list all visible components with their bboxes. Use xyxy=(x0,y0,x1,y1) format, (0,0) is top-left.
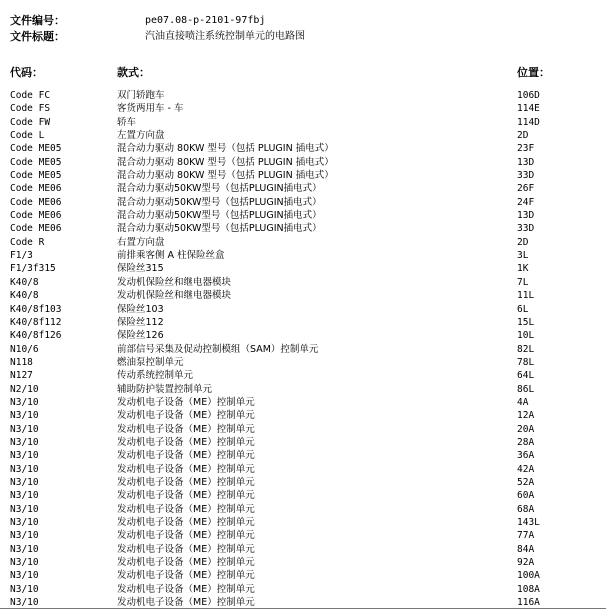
row-model: 混合动力驱动 80KW 型号（包括 PLUGIN 插电式） xyxy=(117,170,334,182)
row-position: 143L xyxy=(517,517,540,528)
row-position: 11L xyxy=(517,290,535,302)
row-code: N3/10 xyxy=(10,557,39,569)
row-model: 保险丝112 xyxy=(117,316,164,328)
bottom-divider xyxy=(0,608,606,609)
table-row xyxy=(0,249,606,262)
row-model: 保险丝103 xyxy=(117,303,164,315)
row-code: N3/10 xyxy=(10,436,39,448)
row-code: N3/10 xyxy=(10,490,39,502)
row-code: N3/10 xyxy=(10,476,39,488)
row-code: Code FC xyxy=(10,90,51,101)
row-position: 13D xyxy=(517,156,535,168)
row-model: 发动机电子设备（ME）控制单元 xyxy=(117,436,255,448)
doc-number-label: 文件编号： xyxy=(10,14,65,27)
row-position: 15L xyxy=(517,316,535,328)
row-code: N3/10 xyxy=(10,517,39,528)
row-position: 28A xyxy=(517,436,535,448)
row-position: 1K xyxy=(517,263,529,275)
row-code: N3/10 xyxy=(10,396,39,408)
table-row xyxy=(0,356,606,369)
row-position: 6L xyxy=(517,303,529,315)
row-code: N3/10 xyxy=(10,570,39,582)
table-row xyxy=(0,169,606,182)
table-row xyxy=(0,129,606,142)
row-code: Code ME06 xyxy=(10,183,62,195)
table-row xyxy=(0,436,606,449)
table-row xyxy=(0,116,606,129)
column-header-position: 位置： xyxy=(517,66,550,79)
table-row xyxy=(0,142,606,155)
row-code: Code FS xyxy=(10,103,51,115)
row-model: 轿车 xyxy=(117,116,137,128)
table-row xyxy=(0,449,606,462)
row-model: 左置方向盘 xyxy=(117,130,165,142)
row-code: Code FW xyxy=(10,116,51,128)
column-header-model: 款式： xyxy=(117,66,150,79)
row-position: 114E xyxy=(517,103,540,115)
row-position: 92A xyxy=(517,557,535,569)
table-row xyxy=(0,556,606,569)
row-code: F1/3 xyxy=(10,250,33,262)
row-model: 燃油泵控制单元 xyxy=(117,356,184,368)
row-code: K40/8f126 xyxy=(10,330,62,342)
row-position: 23F xyxy=(517,143,535,155)
table-row xyxy=(0,383,606,396)
row-position: 68A xyxy=(517,503,535,515)
row-position: 12A xyxy=(517,410,535,422)
row-position: 20A xyxy=(517,423,535,435)
row-code: N3/10 xyxy=(10,423,39,435)
row-position: 84A xyxy=(517,543,535,555)
row-position: 108A xyxy=(517,583,540,595)
table-row xyxy=(0,222,606,235)
table-row xyxy=(0,209,606,222)
row-model: 发动机电子设备（ME）控制单元 xyxy=(117,463,255,475)
row-model: 辅助防护装置控制单元 xyxy=(117,383,213,395)
table-row xyxy=(0,476,606,489)
row-code: K40/8f103 xyxy=(10,303,62,315)
table-row xyxy=(0,156,606,169)
row-position: 10L xyxy=(517,330,535,342)
row-code: K40/8 xyxy=(10,276,39,288)
row-position: 3L xyxy=(517,250,529,262)
row-model: 发动机电子设备（ME）控制单元 xyxy=(117,530,255,542)
row-position: 4A xyxy=(517,396,529,408)
row-model: 发动机电子设备（ME）控制单元 xyxy=(117,476,255,488)
row-model: 发动机电子设备（ME）控制单元 xyxy=(117,570,255,582)
row-model: 发动机电子设备（ME）控制单元 xyxy=(117,557,255,569)
doc-title-label: 文件标题： xyxy=(10,30,65,43)
table-row xyxy=(0,463,606,476)
table-row xyxy=(0,543,606,556)
row-model: 发动机电子设备（ME）控制单元 xyxy=(117,450,255,462)
row-model: 传动系统控制单元 xyxy=(117,370,194,382)
table-row xyxy=(0,276,606,289)
row-model: 发动机电子设备（ME）控制单元 xyxy=(117,517,255,528)
table-row xyxy=(0,489,606,502)
table-row xyxy=(0,529,606,542)
table-row xyxy=(0,236,606,249)
row-code: N3/10 xyxy=(10,503,39,515)
row-code: N127 xyxy=(10,370,33,382)
doc-number-value: pe07.08-p-2101-97fbj xyxy=(145,15,266,26)
table-row xyxy=(0,89,606,102)
row-position: 7L xyxy=(517,276,529,288)
row-model: 混合动力驱动50KW型号（包括PLUGIN插电式） xyxy=(117,183,322,195)
row-code: N3/10 xyxy=(10,410,39,422)
row-code: Code ME06 xyxy=(10,196,62,208)
row-code: Code ME05 xyxy=(10,156,62,168)
row-model: 发动机电子设备（ME）控制单元 xyxy=(117,396,255,408)
table-row xyxy=(0,182,606,195)
row-code: Code R xyxy=(10,236,45,248)
table-row xyxy=(0,196,606,209)
table-row xyxy=(0,569,606,582)
row-model: 前部信号采集及促动控制模组（SAM）控制单元 xyxy=(117,343,319,355)
row-position: 77A xyxy=(517,530,535,542)
row-position: 106D xyxy=(517,90,540,101)
table-row xyxy=(0,262,606,275)
row-model: 右置方向盘 xyxy=(117,236,165,248)
row-code: Code ME05 xyxy=(10,143,62,155)
row-code: Code ME05 xyxy=(10,170,62,182)
row-position: 24F xyxy=(517,196,535,208)
row-model: 发动机保险丝和继电器模块 xyxy=(117,290,232,302)
row-model: 保险丝126 xyxy=(117,330,164,342)
row-code: K40/8f112 xyxy=(10,316,62,328)
row-model: 发动机电子设备（ME）控制单元 xyxy=(117,583,255,595)
column-header-code: 代码： xyxy=(10,66,43,79)
row-code: N3/10 xyxy=(10,597,39,609)
row-code: N2/10 xyxy=(10,383,39,395)
row-position: 86L xyxy=(517,383,535,395)
row-code: N3/10 xyxy=(10,530,39,542)
row-position: 42A xyxy=(517,463,535,475)
row-model: 混合动力驱动 80KW 型号（包括 PLUGIN 插电式） xyxy=(117,143,334,155)
table-row xyxy=(0,289,606,302)
row-model: 前排乘客侧 A 柱保险丝盒 xyxy=(117,250,225,262)
row-model: 混合动力驱动50KW型号（包括PLUGIN插电式） xyxy=(117,196,322,208)
row-model: 发动机电子设备（ME）控制单元 xyxy=(117,597,255,609)
table-row xyxy=(0,409,606,422)
row-position: 64L xyxy=(517,370,535,382)
row-position: 36A xyxy=(517,450,535,462)
row-model: 混合动力驱动50KW型号（包括PLUGIN插电式） xyxy=(117,223,322,235)
row-code: N10/6 xyxy=(10,343,39,355)
row-model: 客货两用车 - 车 xyxy=(117,103,184,115)
row-model: 混合动力驱动50KW型号（包括PLUGIN插电式） xyxy=(117,210,322,222)
doc-title-value: 汽油直接喷注系统控制单元的电路图 xyxy=(145,31,305,42)
table-row xyxy=(0,503,606,516)
table-row xyxy=(0,583,606,596)
table-row xyxy=(0,396,606,409)
row-model: 发动机电子设备（ME）控制单元 xyxy=(117,423,255,435)
row-position: 82L xyxy=(517,343,535,355)
row-position: 78L xyxy=(517,356,535,368)
row-position: 100A xyxy=(517,570,540,582)
row-code: N3/10 xyxy=(10,583,39,595)
row-model: 发动机保险丝和继电器模块 xyxy=(117,276,232,288)
row-model: 发动机电子设备（ME）控制单元 xyxy=(117,503,255,515)
table-row xyxy=(0,303,606,316)
row-code: N3/10 xyxy=(10,450,39,462)
table-row xyxy=(0,369,606,382)
row-position: 52A xyxy=(517,476,535,488)
row-code: Code ME06 xyxy=(10,223,62,235)
row-code: N3/10 xyxy=(10,543,39,555)
row-code: N118 xyxy=(10,356,33,368)
table-row xyxy=(0,423,606,436)
row-code: N3/10 xyxy=(10,463,39,475)
row-position: 60A xyxy=(517,490,535,502)
row-code: Code L xyxy=(10,130,45,142)
row-code: Code ME06 xyxy=(10,210,62,222)
table-row xyxy=(0,316,606,329)
row-model: 发动机电子设备（ME）控制单元 xyxy=(117,543,255,555)
table-row xyxy=(0,329,606,342)
row-model: 双门轿跑车 xyxy=(117,90,165,101)
row-position: 33D xyxy=(517,170,535,182)
row-code: F1/3f315 xyxy=(10,263,56,275)
table-row xyxy=(0,343,606,356)
row-position: 13D xyxy=(517,210,535,222)
row-position: 114D xyxy=(517,116,540,128)
row-model: 发动机电子设备（ME）控制单元 xyxy=(117,490,255,502)
row-position: 2D xyxy=(517,130,529,142)
row-code: K40/8 xyxy=(10,290,39,302)
component-table xyxy=(0,89,606,609)
row-position: 2D xyxy=(517,236,529,248)
table-row xyxy=(0,516,606,529)
row-model: 发动机电子设备（ME）控制单元 xyxy=(117,410,255,422)
row-position: 26F xyxy=(517,183,535,195)
row-model: 保险丝315 xyxy=(117,263,164,275)
row-model: 混合动力驱动 80KW 型号（包括 PLUGIN 插电式） xyxy=(117,156,334,168)
row-position: 116A xyxy=(517,597,540,609)
table-row xyxy=(0,102,606,115)
row-position: 33D xyxy=(517,223,535,235)
